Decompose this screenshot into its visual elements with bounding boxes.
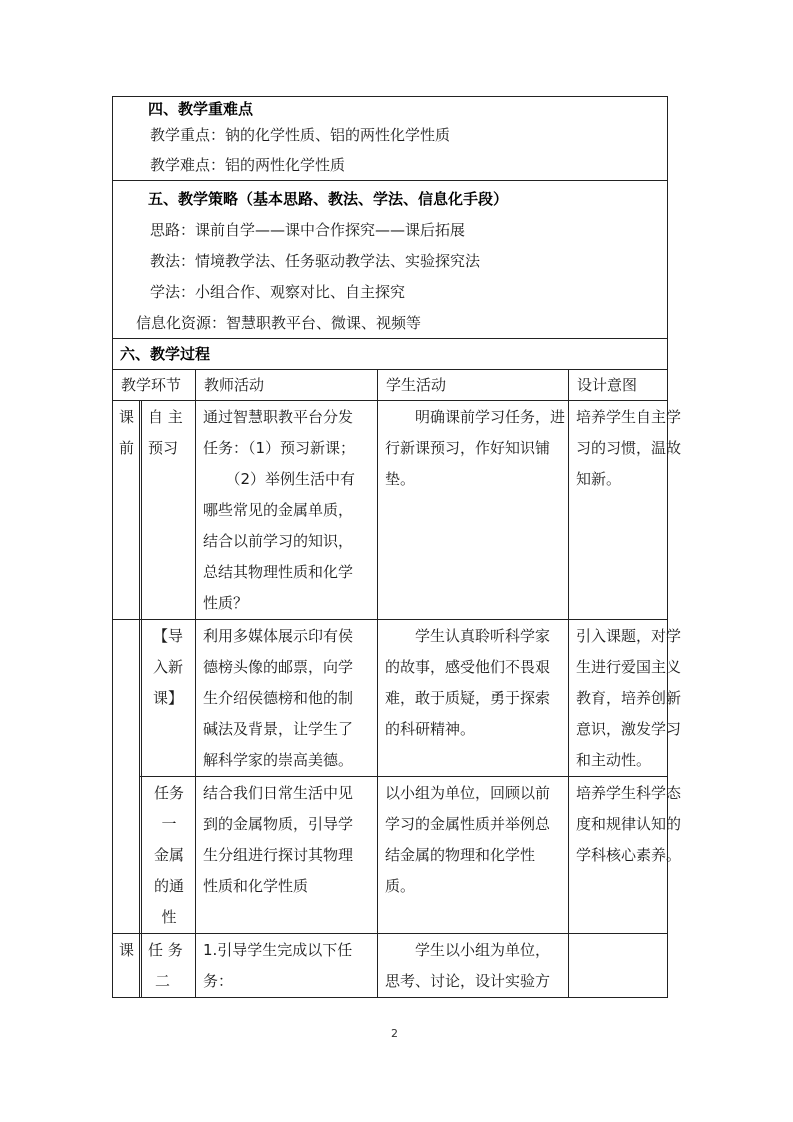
row2-step: 【导 入新 课】 bbox=[153, 627, 184, 707]
teaching-method: 教法：情境教学法、任务驱动教学法、实验探究法 bbox=[150, 252, 481, 270]
row4-step: 任 务 二 bbox=[148, 941, 183, 990]
section-4-heading: 四、教学重难点 bbox=[148, 100, 254, 118]
row3-teacher: 结合我们日常生活中见 到的金属物质，引导学 生分组进行探讨其物理 性质和化学性质 bbox=[203, 784, 354, 895]
table-divider bbox=[112, 338, 668, 339]
row2-student: 学生认真聆听科学家 的故事，感受他们不畏艰 难，敢于质疑，勇于探索 的科研精神。 bbox=[385, 627, 551, 738]
teaching-difficulty: 教学难点：铝的两性化学性质 bbox=[150, 156, 346, 174]
table-divider bbox=[112, 180, 668, 181]
row3-intent: 培养学生科学态 度和规律认知的 学科核心素养。 bbox=[576, 784, 682, 864]
page-number: 2 bbox=[391, 1027, 398, 1040]
row1-teacher: 通过智慧职教平台分发 任务：（1）预习新课； （2）举例生活中有 哪些常见的金属单质， 结合以前学习的知识， 总结其物理性质和化学 性质？ bbox=[203, 408, 356, 612]
information-resources: 信息化资源：智慧职教平台、微课、视频等 bbox=[136, 314, 422, 332]
header-teacher: 教师活动 bbox=[204, 376, 265, 394]
teaching-idea: 思路：课前自学——课中合作探究——课后拓展 bbox=[150, 221, 466, 239]
header-student: 学生活动 bbox=[386, 376, 447, 394]
row2-teacher: 利用多媒体展示印有侯 德榜头像的邮票，向学 生介绍侯德榜和他的制 碱法及背景，让学生了 解科学家的崇高美德。 bbox=[203, 627, 354, 769]
row1-student: 明确课前学习任务，进 行新课预习，作好知识铺 垫。 bbox=[385, 408, 566, 488]
table-border-top bbox=[112, 96, 668, 97]
row3-step: 任务 一 金属 的通 性 bbox=[153, 784, 184, 926]
table-col-divider bbox=[139, 400, 140, 997]
row4-student: 学生以小组为单位， 思考、讨论，设计实验方 bbox=[385, 941, 551, 990]
table-col-divider bbox=[377, 369, 378, 997]
learning-method: 学法：小组合作、观察对比、自主探究 bbox=[150, 283, 406, 301]
stage-pre-class: 课 前 bbox=[119, 408, 135, 457]
table-border-left bbox=[112, 96, 113, 998]
table-col-divider bbox=[568, 369, 569, 997]
stage-in-class: 课 bbox=[119, 941, 135, 959]
header-stage: 教学环节 bbox=[121, 376, 182, 394]
section-6-heading: 六、教学过程 bbox=[120, 345, 211, 363]
section-5-heading: 五、教学策略（基本思路、教法、学法、信息化手段） bbox=[148, 190, 509, 208]
row2-intent: 引入课题，对学 生进行爱国主义 教育，培养创新 意识，激发学习 和主动性。 bbox=[576, 627, 682, 769]
row1-intent: 培养学生自主学 习的习惯，温故 知新。 bbox=[576, 408, 682, 488]
teaching-focus: 教学重点：钠的化学性质、铝的两性化学性质 bbox=[150, 126, 451, 144]
header-intent: 设计意图 bbox=[577, 376, 638, 394]
row1-step: 自 主 预习 bbox=[148, 408, 183, 457]
table-col-divider bbox=[141, 400, 142, 997]
row4-teacher: 1.引导学生完成以下任 务： bbox=[203, 941, 353, 990]
table-col-divider bbox=[195, 369, 196, 997]
table-divider bbox=[139, 776, 668, 777]
row3-student: 以小组为单位，回顾以前 学习的金属性质并举例总 结金属的物理和化学性 质。 bbox=[385, 784, 551, 895]
table-border-bottom bbox=[112, 997, 668, 998]
